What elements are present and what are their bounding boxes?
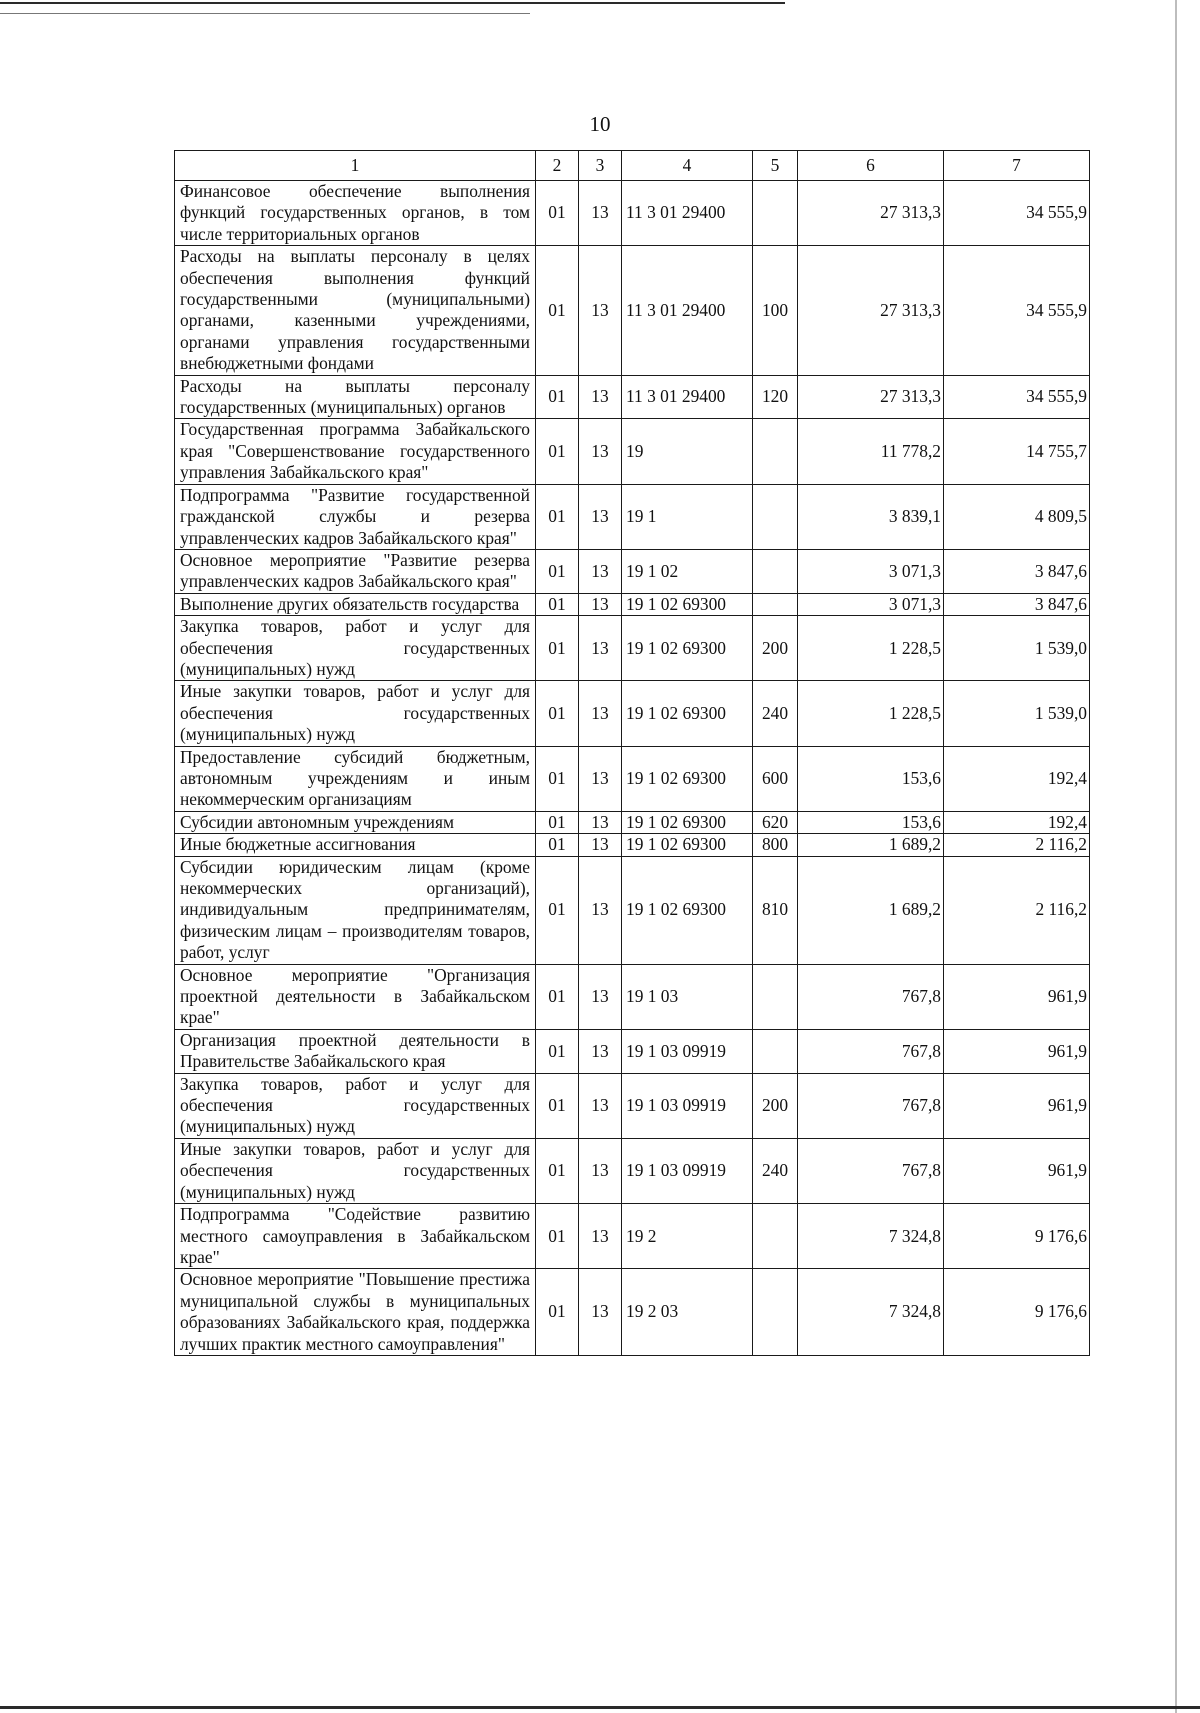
row-description: Финансовое обеспечение выполнения функций государственных органов, в том числе территориальных органов	[175, 181, 536, 246]
row-amount-year-2: 2 116,2	[944, 834, 1090, 856]
row-target-article: 19 1 02 69300	[622, 856, 753, 964]
row-subsection: 13	[579, 246, 622, 375]
table-row	[175, 964, 1090, 1029]
scan-edge-bottom	[0, 1706, 1200, 1709]
row-amount-year-2: 3 847,6	[944, 593, 1090, 615]
row-target-article: 19 1	[622, 484, 753, 549]
row-description: Субсидии юридическим лицам (кроме некоммерческих организаций), индивидуальным предпринимателям, физическим лицам – производителям товаров, работ, услуг	[175, 856, 536, 964]
header-col-5: 5	[753, 151, 798, 181]
row-section: 01	[536, 1138, 579, 1203]
header-row	[175, 151, 1090, 181]
row-amount-year-2: 192,4	[944, 746, 1090, 811]
header-col-4: 4	[622, 151, 753, 181]
row-target-article: 19 1 03 09919	[622, 1029, 753, 1073]
row-target-article: 19 1 03	[622, 964, 753, 1029]
row-expense-type: 600	[753, 746, 798, 811]
row-amount-year-1: 1 228,5	[798, 681, 944, 746]
row-target-article: 19 1 02 69300	[622, 593, 753, 615]
row-subsection: 13	[579, 1029, 622, 1073]
row-description: Иные бюджетные ассигнования	[175, 834, 536, 856]
row-description: Иные закупки товаров, работ и услуг для обеспечения государственных (муниципальных) нужд	[175, 681, 536, 746]
row-amount-year-2: 961,9	[944, 1029, 1090, 1073]
row-amount-year-1: 767,8	[798, 964, 944, 1029]
budget-table	[174, 150, 1090, 1356]
row-amount-year-1: 767,8	[798, 1138, 944, 1203]
row-amount-year-2: 34 555,9	[944, 375, 1090, 419]
row-expense-type: 200	[753, 616, 798, 681]
row-amount-year-2: 961,9	[944, 1138, 1090, 1203]
row-subsection: 13	[579, 484, 622, 549]
row-subsection: 13	[579, 616, 622, 681]
row-description: Расходы на выплаты персоналу государственных (муниципальных) органов	[175, 375, 536, 419]
row-amount-year-2: 1 539,0	[944, 681, 1090, 746]
row-section: 01	[536, 834, 579, 856]
row-section: 01	[536, 1073, 579, 1138]
table-row	[175, 834, 1090, 856]
row-expense-type: 810	[753, 856, 798, 964]
table-row	[175, 1029, 1090, 1073]
header-col-7: 7	[944, 151, 1090, 181]
row-amount-year-2: 961,9	[944, 1073, 1090, 1138]
row-amount-year-2: 14 755,7	[944, 419, 1090, 484]
row-section: 01	[536, 375, 579, 419]
row-target-article: 19 1 03 09919	[622, 1073, 753, 1138]
row-subsection: 13	[579, 834, 622, 856]
row-expense-type	[753, 593, 798, 615]
header-col-2: 2	[536, 151, 579, 181]
row-target-article: 19 1 03 09919	[622, 1138, 753, 1203]
row-expense-type: 200	[753, 1073, 798, 1138]
row-section: 01	[536, 1029, 579, 1073]
row-amount-year-2: 34 555,9	[944, 246, 1090, 375]
row-subsection: 13	[579, 1073, 622, 1138]
row-amount-year-2: 9 176,6	[944, 1204, 1090, 1269]
table-row	[175, 419, 1090, 484]
row-subsection: 13	[579, 181, 622, 246]
row-description: Выполнение других обязательств государства	[175, 593, 536, 615]
row-expense-type	[753, 549, 798, 593]
row-expense-type	[753, 1029, 798, 1073]
row-section: 01	[536, 681, 579, 746]
table-row	[175, 375, 1090, 419]
header-col-3: 3	[579, 151, 622, 181]
row-expense-type: 620	[753, 811, 798, 833]
table-row	[175, 746, 1090, 811]
row-section: 01	[536, 811, 579, 833]
row-amount-year-2: 34 555,9	[944, 181, 1090, 246]
row-section: 01	[536, 484, 579, 549]
scan-edge-right	[1175, 0, 1177, 1713]
row-amount-year-2: 961,9	[944, 964, 1090, 1029]
row-description: Организация проектной деятельности в Правительстве Забайкальского края	[175, 1029, 536, 1073]
row-subsection: 13	[579, 593, 622, 615]
row-amount-year-2: 4 809,5	[944, 484, 1090, 549]
row-description: Основное мероприятие "Организация проектной деятельности в Забайкальском крае"	[175, 964, 536, 1029]
table-row	[175, 593, 1090, 615]
row-description: Подпрограмма "Содействие развитию местного самоуправления в Забайкальском крае"	[175, 1204, 536, 1269]
table-body	[175, 181, 1090, 1356]
row-section: 01	[536, 1269, 579, 1356]
table-row	[175, 246, 1090, 375]
row-amount-year-2: 3 847,6	[944, 549, 1090, 593]
row-target-article: 11 3 01 29400	[622, 181, 753, 246]
row-description: Закупка товаров, работ и услуг для обеспечения государственных (муниципальных) нужд	[175, 1073, 536, 1138]
page-number: 10	[589, 112, 611, 136]
row-description: Основное мероприятие "Развитие резерва управленческих кадров Забайкальского края"	[175, 549, 536, 593]
row-amount-year-1: 7 324,8	[798, 1269, 944, 1356]
row-target-article: 19 1 02 69300	[622, 746, 753, 811]
row-amount-year-1: 767,8	[798, 1073, 944, 1138]
row-section: 01	[536, 856, 579, 964]
row-expense-type	[753, 181, 798, 246]
row-amount-year-1: 11 778,2	[798, 419, 944, 484]
row-target-article: 19 2	[622, 1204, 753, 1269]
row-subsection: 13	[579, 681, 622, 746]
row-section: 01	[536, 593, 579, 615]
row-subsection: 13	[579, 419, 622, 484]
row-section: 01	[536, 419, 579, 484]
row-expense-type: 240	[753, 681, 798, 746]
row-target-article: 11 3 01 29400	[622, 246, 753, 375]
row-amount-year-2: 2 116,2	[944, 856, 1090, 964]
scan-edge-top	[0, 2, 785, 4]
row-amount-year-2: 9 176,6	[944, 1269, 1090, 1356]
row-target-article: 11 3 01 29400	[622, 375, 753, 419]
row-expense-type: 800	[753, 834, 798, 856]
row-subsection: 13	[579, 549, 622, 593]
row-amount-year-1: 27 313,3	[798, 181, 944, 246]
row-amount-year-1: 153,6	[798, 811, 944, 833]
row-section: 01	[536, 549, 579, 593]
table-row	[175, 681, 1090, 746]
row-description: Субсидии автономным учреждениям	[175, 811, 536, 833]
row-target-article: 19 1 02 69300	[622, 616, 753, 681]
row-amount-year-2: 192,4	[944, 811, 1090, 833]
row-description: Государственная программа Забайкальского края "Совершенствование государственного управления Забайкальского края"	[175, 419, 536, 484]
row-expense-type	[753, 1269, 798, 1356]
header-col-1: 1	[175, 151, 536, 181]
row-description: Иные закупки товаров, работ и услуг для обеспечения государственных (муниципальных) нужд	[175, 1138, 536, 1203]
row-subsection: 13	[579, 1269, 622, 1356]
row-expense-type	[753, 419, 798, 484]
row-expense-type: 120	[753, 375, 798, 419]
row-target-article: 19 1 02 69300	[622, 834, 753, 856]
row-amount-year-1: 1 228,5	[798, 616, 944, 681]
row-description: Предоставление субсидий бюджетным, автономным учреждениям и иным некоммерческим организациям	[175, 746, 536, 811]
row-amount-year-1: 1 689,2	[798, 856, 944, 964]
table-row	[175, 1073, 1090, 1138]
row-section: 01	[536, 746, 579, 811]
row-amount-year-1: 3 839,1	[798, 484, 944, 549]
table-row	[175, 549, 1090, 593]
row-target-article: 19 1 02 69300	[622, 811, 753, 833]
row-description: Подпрограмма "Развитие государственной гражданской службы и резерва управленческих кадров Забайкальского края"	[175, 484, 536, 549]
row-section: 01	[536, 1204, 579, 1269]
table-row	[175, 484, 1090, 549]
row-expense-type: 100	[753, 246, 798, 375]
scan-edge-top-thin	[0, 13, 530, 14]
row-amount-year-1: 3 071,3	[798, 549, 944, 593]
row-expense-type	[753, 964, 798, 1029]
row-amount-year-2: 1 539,0	[944, 616, 1090, 681]
row-amount-year-1: 7 324,8	[798, 1204, 944, 1269]
row-section: 01	[536, 964, 579, 1029]
row-description: Закупка товаров, работ и услуг для обеспечения государственных (муниципальных) нужд	[175, 616, 536, 681]
table-row	[175, 1269, 1090, 1356]
row-amount-year-1: 767,8	[798, 1029, 944, 1073]
table-row	[175, 1204, 1090, 1269]
row-subsection: 13	[579, 1204, 622, 1269]
row-amount-year-1: 27 313,3	[798, 246, 944, 375]
row-subsection: 13	[579, 1138, 622, 1203]
row-expense-type: 240	[753, 1138, 798, 1203]
row-section: 01	[536, 616, 579, 681]
table-row	[175, 1138, 1090, 1203]
table-row	[175, 616, 1090, 681]
table-row	[175, 181, 1090, 246]
row-section: 01	[536, 246, 579, 375]
row-subsection: 13	[579, 375, 622, 419]
row-subsection: 13	[579, 856, 622, 964]
table-row	[175, 811, 1090, 833]
row-subsection: 13	[579, 964, 622, 1029]
header-col-6: 6	[798, 151, 944, 181]
row-target-article: 19 1 02 69300	[622, 681, 753, 746]
row-amount-year-1: 27 313,3	[798, 375, 944, 419]
row-amount-year-1: 153,6	[798, 746, 944, 811]
table-row	[175, 856, 1090, 964]
row-target-article: 19	[622, 419, 753, 484]
row-section: 01	[536, 181, 579, 246]
row-expense-type	[753, 484, 798, 549]
row-amount-year-1: 1 689,2	[798, 834, 944, 856]
row-description: Основное мероприятие "Повышение престижа муниципальной службы в муниципальных образованиях Забайкальского края, поддержка лучших практик местного самоуправления"	[175, 1269, 536, 1356]
row-subsection: 13	[579, 746, 622, 811]
row-amount-year-1: 3 071,3	[798, 593, 944, 615]
row-target-article: 19 2 03	[622, 1269, 753, 1356]
row-target-article: 19 1 02	[622, 549, 753, 593]
row-description: Расходы на выплаты персоналу в целях обеспечения выполнения функций государственными (муниципальными) органами, казенными учреждениями, органами управления государственными внебюджетными фондами	[175, 246, 536, 375]
row-subsection: 13	[579, 811, 622, 833]
row-expense-type	[753, 1204, 798, 1269]
